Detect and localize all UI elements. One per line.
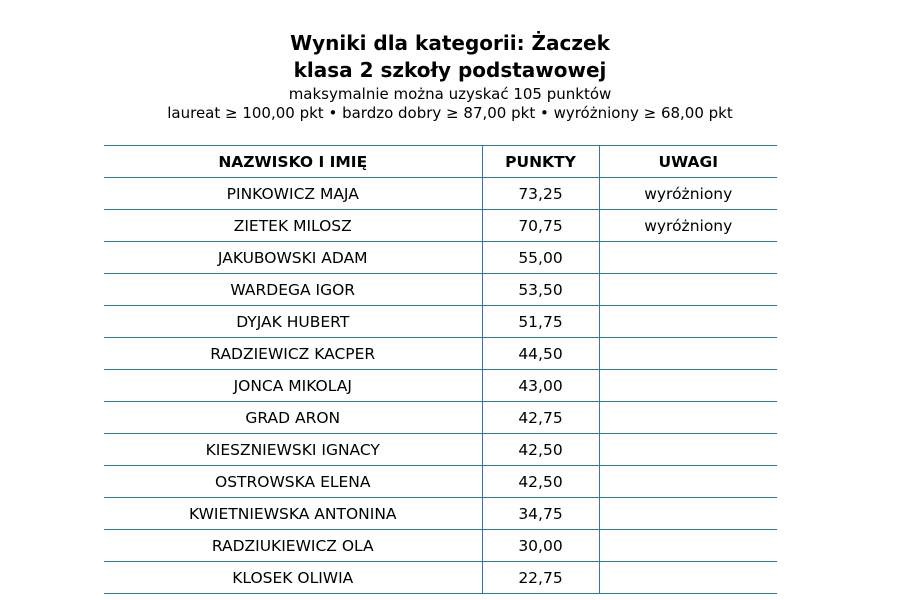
student-name: OSTROWSKA ELENA: [104, 466, 482, 498]
student-name: KWIETNIEWSKA ANTONINA: [104, 498, 482, 530]
student-points: 51,75: [482, 306, 599, 338]
column-header-name: NAZWISKO I IMIĘ: [104, 146, 482, 178]
max-points-note: maksymalnie można uzyskać 105 punktów: [288, 85, 612, 103]
student-name: PINKOWICZ MAJA: [104, 178, 482, 210]
student-points: 42,50: [482, 466, 599, 498]
student-name: JAKUBOWSKI ADAM: [104, 242, 482, 274]
student-notes: [599, 370, 777, 402]
student-name: WARDEGA IGOR: [104, 274, 482, 306]
column-header-notes: UWAGI: [599, 146, 777, 178]
table-row: [104, 530, 777, 562]
table-row: [104, 242, 777, 274]
student-name: RADZIEWICZ KACPER: [104, 338, 482, 370]
student-name: RADZIUKIEWICZ OLA: [104, 530, 482, 562]
student-notes: [599, 338, 777, 370]
results-table: [104, 145, 777, 594]
student-name: ZIETEK MILOSZ: [104, 210, 482, 242]
student-name: JONCA MIKOLAJ: [104, 370, 482, 402]
student-points: 53,50: [482, 274, 599, 306]
column-header-points: PUNKTY: [482, 146, 599, 178]
student-points: 55,00: [482, 242, 599, 274]
student-points: 34,75: [482, 498, 599, 530]
student-notes: wyróżniony: [599, 210, 777, 242]
page-subtitle: klasa 2 szkoły podstawowej: [293, 58, 607, 82]
table-row: [104, 274, 777, 306]
table-row: [104, 338, 777, 370]
table-row: [104, 210, 777, 242]
student-name: KIESZNIEWSKI IGNACY: [104, 434, 482, 466]
student-notes: [599, 306, 777, 338]
table-header-row: [104, 146, 777, 178]
student-points: 70,75: [482, 210, 599, 242]
student-notes: wyróżniony: [599, 178, 777, 210]
student-notes: [599, 562, 777, 594]
student-name: GRAD ARON: [104, 402, 482, 434]
table-row: [104, 562, 777, 594]
table-row: [104, 306, 777, 338]
student-name: KLOSEK OLIWIA: [104, 562, 482, 594]
student-name: DYJAK HUBERT: [104, 306, 482, 338]
student-notes: [599, 530, 777, 562]
table-row: [104, 402, 777, 434]
table-row: [104, 370, 777, 402]
page-title: Wyniki dla kategorii: Żaczek: [290, 31, 610, 55]
student-points: 42,75: [482, 402, 599, 434]
student-points: 42,50: [482, 434, 599, 466]
student-points: 22,75: [482, 562, 599, 594]
table-row: [104, 178, 777, 210]
results-header: [0, 30, 900, 123]
student-points: 30,00: [482, 530, 599, 562]
student-points: 73,25: [482, 178, 599, 210]
student-notes: [599, 434, 777, 466]
student-notes: [599, 466, 777, 498]
award-thresholds: laureat ≥ 100,00 pkt • bardzo dobry ≥ 87,00 pkt • wyróżniony ≥ 68,00 pkt: [167, 104, 733, 122]
student-notes: [599, 274, 777, 306]
student-points: 43,00: [482, 370, 599, 402]
table-row: [104, 434, 777, 466]
table-row: [104, 498, 777, 530]
table-row: [104, 466, 777, 498]
student-notes: [599, 242, 777, 274]
student-notes: [599, 498, 777, 530]
student-notes: [599, 402, 777, 434]
student-points: 44,50: [482, 338, 599, 370]
results-table-body: [104, 178, 777, 594]
